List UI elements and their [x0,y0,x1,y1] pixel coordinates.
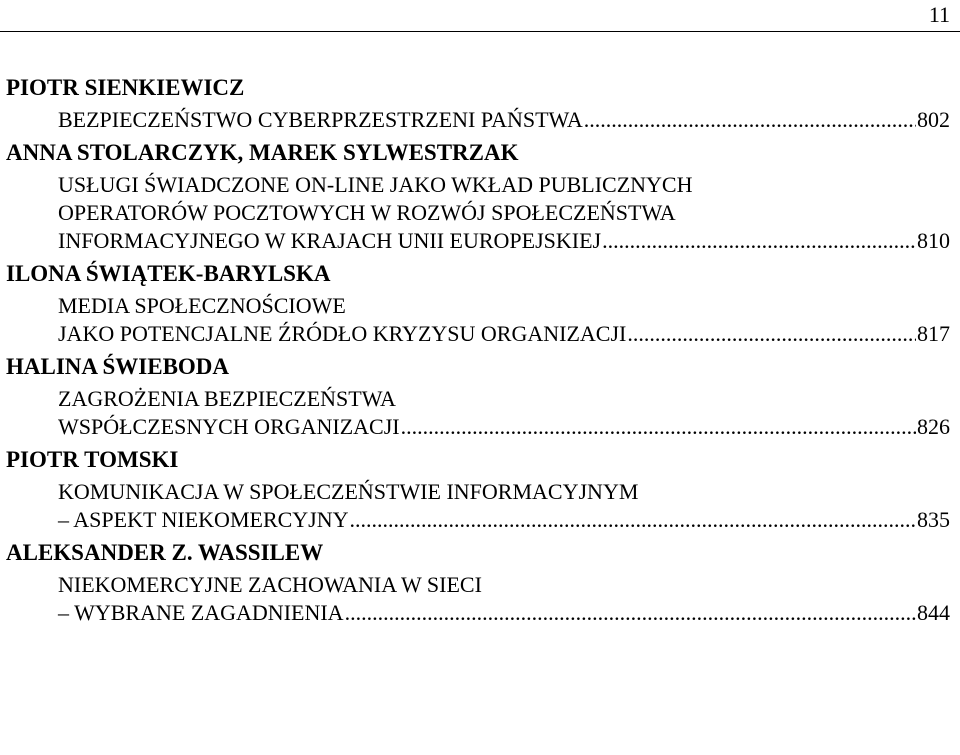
dot-leader [401,413,916,441]
dot-leader [602,227,916,255]
toc-entry[interactable] [0,539,960,627]
entry-title-line: OPERATORÓW POCZTOWYCH W ROZWÓJ SPOŁECZEŃSTWA [58,200,676,225]
entry-title-line: USŁUGI ŚWIADCZONE ON-LINE JAKO WKŁAD PUBLICZNYCH [58,172,693,197]
dot-leader [350,506,916,534]
dot-leader [584,106,916,134]
table-of-contents [0,74,960,627]
toc-entry[interactable] [0,260,960,348]
entry-title-text: INFORMACYJNEGO W KRAJACH UNII EUROPEJSKIEJ [58,228,602,253]
toc-entry[interactable] [0,353,960,441]
entry-author: HALINA ŚWIEBODA [6,354,230,379]
dot-leader [345,599,916,627]
entry-page-number: 802 [917,107,950,132]
entry-title-line: ZAGROŻENIA BEZPIECZEŃSTWA [58,386,396,411]
entry-author: ANNA STOLARCZYK, MAREK SYLWESTRZAK [6,140,519,165]
entry-title-line: NIEKOMERCYJNE ZACHOWANIA W SIECI [58,572,482,597]
entry-author: PIOTR TOMSKI [6,447,179,472]
entry-author: PIOTR SIENKIEWICZ [6,75,245,100]
toc-entry[interactable] [0,139,960,255]
entry-author: ALEKSANDER Z. WASSILEW [6,540,324,565]
page-number: 11 [928,2,950,27]
entry-page-number: 844 [917,600,950,625]
header-rule [0,31,960,32]
entry-title-last-line[interactable] [0,599,960,627]
entry-title-last-line[interactable] [0,413,960,441]
entry-title-text: – WYBRANE ZAGADNIENIA [58,600,344,625]
entry-author: ILONA ŚWIĄTEK-BARYLSKA [6,261,331,286]
entry-title-text: WSPÓŁCZESNYCH ORGANIZACJI [58,414,400,439]
entry-title-text: JAKO POTENCJALNE ŹRÓDŁO KRYZYSU ORGANIZACJI [58,321,627,346]
entry-page-number: 810 [917,228,950,253]
entry-title-text: BEZPIECZEŃSTWO CYBERPRZESTRZENI PAŃSTWA [58,107,583,132]
dot-leader [627,320,916,348]
entry-title-line: MEDIA SPOŁECZNOŚCIOWE [58,293,346,318]
entry-title-line: KOMUNIKACJA W SPOŁECZEŃSTWIE INFORMACYJNYM [58,479,639,504]
entry-title-last-line[interactable] [0,227,960,255]
entry-page-number: 835 [917,507,950,532]
entry-title-last-line[interactable] [0,106,960,134]
toc-entry[interactable] [0,74,960,134]
entry-page-number: 817 [917,321,950,346]
entry-title-last-line[interactable] [0,320,960,348]
entry-title-text: – ASPEKT NIEKOMERCYJNY [58,507,349,532]
toc-entry[interactable] [0,446,960,534]
entry-title-last-line[interactable] [0,506,960,534]
entry-page-number: 826 [917,414,950,439]
